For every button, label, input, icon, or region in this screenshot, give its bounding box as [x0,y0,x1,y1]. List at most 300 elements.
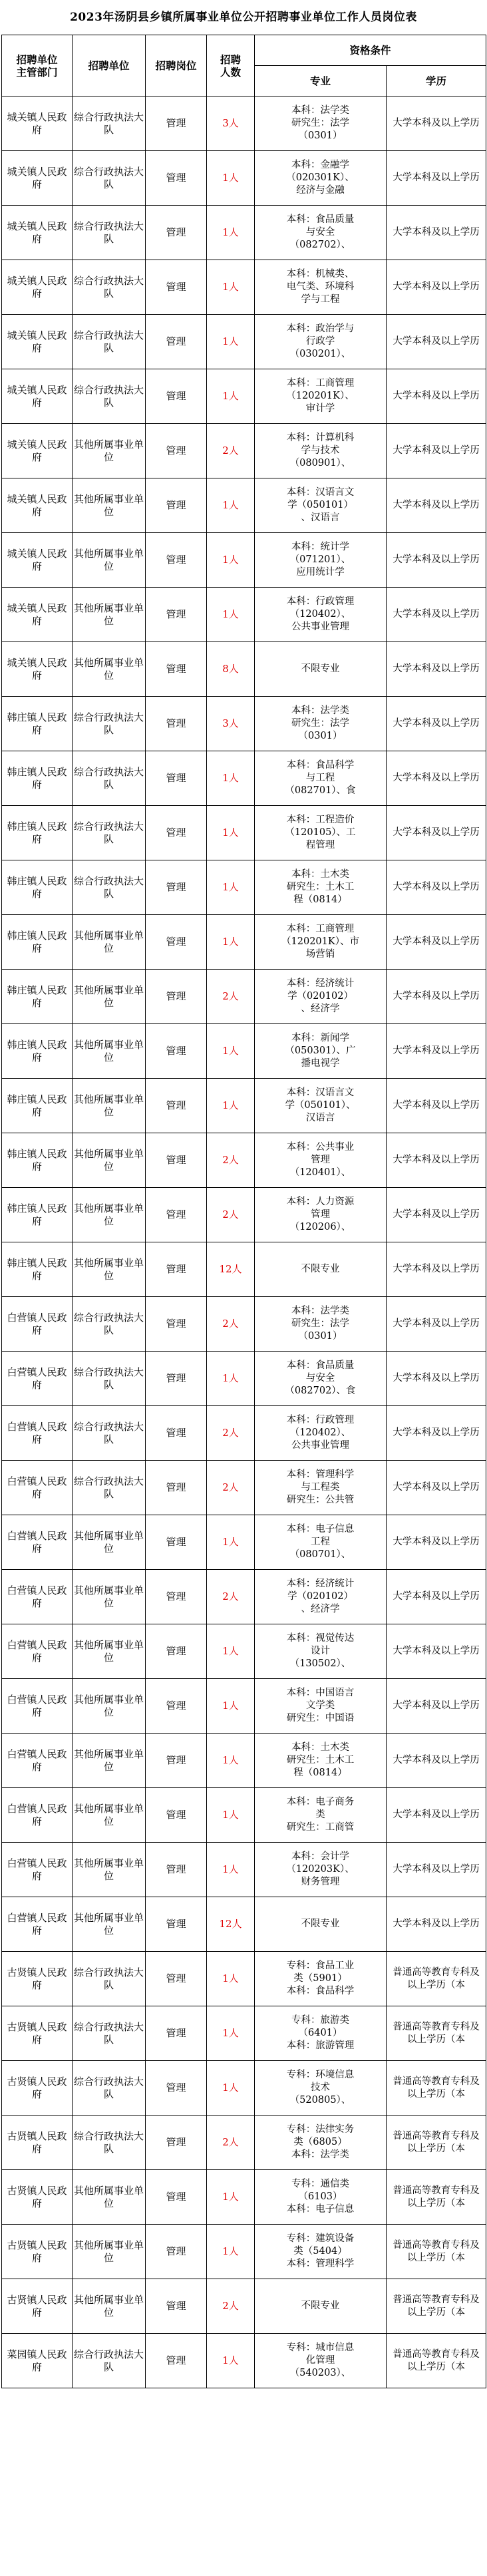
edu-cell: 大学本科及以上学历 [387,642,486,697]
count-cell: 12人 [207,1897,255,1952]
major-cell: 本科：会计学 （120203K）、 财务管理 [255,1843,387,1897]
header-unit: 招聘单位 [73,35,146,96]
post-cell: 管理 [146,915,207,970]
count-cell: 1人 [207,2334,255,2388]
dept-cell: 白营镇人民政府 [2,1352,73,1406]
count-cell: 2人 [207,1406,255,1461]
unit-cell: 其他所属事业单位 [73,1788,146,1843]
dept-cell: 古贤镇人民政府 [2,1952,73,2006]
major-cell: 本科：统计学 （071201）、 应用统计学 [255,533,387,588]
dept-cell: 城关镇人民政府 [2,260,73,315]
post-cell: 管理 [146,315,207,369]
count-cell: 3人 [207,697,255,751]
unit-cell: 综合行政执法大队 [73,1297,146,1352]
table-row [2,424,486,478]
edu-cell: 大学本科及以上学历 [387,1352,486,1406]
major-cell: 本科：人力资源 管理 （120206）、 [255,1188,387,1242]
table-row [2,2170,486,2225]
count-cell: 1人 [207,206,255,260]
post-cell: 管理 [146,1352,207,1406]
dept-cell: 韩庄镇人民政府 [2,751,73,806]
table-row [2,806,486,860]
post-cell: 管理 [146,1624,207,1679]
count-cell: 2人 [207,2279,255,2334]
major-cell: 本科：行政管理 （120402）、 公共事业管理 [255,1406,387,1461]
table-row [2,315,486,369]
unit-cell: 综合行政执法大队 [73,315,146,369]
dept-cell: 白营镇人民政府 [2,1734,73,1788]
edu-cell: 大学本科及以上学历 [387,151,486,206]
dept-cell: 韩庄镇人民政府 [2,697,73,751]
positions-table [1,35,486,2388]
header-row [2,35,486,66]
dept-cell: 韩庄镇人民政府 [2,1242,73,1297]
post-cell: 管理 [146,1897,207,1952]
unit-cell: 其他所属事业单位 [73,1024,146,1079]
major-cell: 本科：公共事业 管理 （120401）、 [255,1133,387,1188]
post-cell: 管理 [146,1679,207,1734]
table-row [2,1952,486,2006]
table-row [2,260,486,315]
dept-cell: 韩庄镇人民政府 [2,1024,73,1079]
table-row [2,970,486,1024]
count-cell: 1人 [207,860,255,915]
edu-cell: 大学本科及以上学历 [387,1788,486,1843]
major-cell: 本科：土木类 研究生：土木工 程（0814） [255,1734,387,1788]
dept-cell: 韩庄镇人民政府 [2,970,73,1024]
table-row [2,478,486,533]
post-cell: 管理 [146,1406,207,1461]
count-cell: 2人 [207,970,255,1024]
unit-cell: 其他所属事业单位 [73,2279,146,2334]
header-dept: 招聘单位 主管部门 [2,35,73,96]
dept-cell: 白营镇人民政府 [2,1843,73,1897]
dept-cell: 城关镇人民政府 [2,642,73,697]
count-cell: 12人 [207,1242,255,1297]
table-row [2,369,486,424]
dept-cell: 白营镇人民政府 [2,1679,73,1734]
post-cell: 管理 [146,2116,207,2170]
post-cell: 管理 [146,369,207,424]
table-row [2,2279,486,2334]
major-cell: 本科：法学类 研究生：法学 （0301） [255,96,387,151]
edu-cell: 大学本科及以上学历 [387,369,486,424]
count-cell: 2人 [207,1188,255,1242]
major-cell: 本科：电子信息 工程 （080701）、 [255,1515,387,1570]
table-row [2,1406,486,1461]
count-cell: 3人 [207,96,255,151]
header-count: 招聘 人数 [207,35,255,96]
major-cell: 不限专业 [255,1897,387,1952]
major-cell: 本科：中国语言 文学类 研究生：中国语 [255,1679,387,1734]
edu-cell: 大学本科及以上学历 [387,806,486,860]
major-cell: 不限专业 [255,2279,387,2334]
major-cell: 本科：法学类 研究生：法学 （0301） [255,697,387,751]
unit-cell: 综合行政执法大队 [73,369,146,424]
table-row [2,1133,486,1188]
dept-cell: 城关镇人民政府 [2,315,73,369]
unit-cell: 其他所属事业单位 [73,1133,146,1188]
edu-cell: 大学本科及以上学历 [387,1133,486,1188]
edu-cell: 大学本科及以上学历 [387,1297,486,1352]
edu-cell: 大学本科及以上学历 [387,96,486,151]
major-cell: 专科：城市信息 化管理 （540203）、 [255,2334,387,2388]
unit-cell: 其他所属事业单位 [73,1515,146,1570]
unit-cell: 其他所属事业单位 [73,915,146,970]
major-cell: 本科：工程造价 （120105）、工 程管理 [255,806,387,860]
edu-cell: 普通高等教育专科及以上学历（本 [387,2006,486,2061]
dept-cell: 城关镇人民政府 [2,478,73,533]
major-cell: 专科：环境信息 技术 （520805）、 [255,2061,387,2116]
dept-cell: 城关镇人民政府 [2,424,73,478]
count-cell: 2人 [207,2116,255,2170]
table-row [2,1297,486,1352]
table-row [2,1897,486,1952]
unit-cell: 综合行政执法大队 [73,96,146,151]
header-edu: 学历 [387,66,486,96]
major-cell: 专科：法律实务 类（6805） 本科：法学类 [255,2116,387,2170]
dept-cell: 白营镇人民政府 [2,1461,73,1515]
edu-cell: 大学本科及以上学历 [387,206,486,260]
count-cell: 1人 [207,1952,255,2006]
edu-cell: 普通高等教育专科及以上学历（本 [387,2170,486,2225]
edu-cell: 大学本科及以上学历 [387,260,486,315]
edu-cell: 大学本科及以上学历 [387,751,486,806]
count-cell: 1人 [207,2006,255,2061]
unit-cell: 其他所属事业单位 [73,970,146,1024]
table-row [2,588,486,642]
post-cell: 管理 [146,1570,207,1624]
unit-cell: 其他所属事业单位 [73,1242,146,1297]
dept-cell: 白营镇人民政府 [2,1788,73,1843]
edu-cell: 大学本科及以上学历 [387,1897,486,1952]
dept-cell: 城关镇人民政府 [2,533,73,588]
edu-cell: 大学本科及以上学历 [387,533,486,588]
count-cell: 1人 [207,806,255,860]
post-cell: 管理 [146,2170,207,2225]
table-row [2,533,486,588]
unit-cell: 其他所属事业单位 [73,533,146,588]
edu-cell: 大学本科及以上学历 [387,478,486,533]
post-cell: 管理 [146,1461,207,1515]
table-row [2,2061,486,2116]
major-cell: 本科：土木类 研究生：土木工 程（0814） [255,860,387,915]
major-cell: 专科：旅游类 （6401） 本科：旅游管理 [255,2006,387,2061]
unit-cell: 其他所属事业单位 [73,1188,146,1242]
count-cell: 1人 [207,1788,255,1843]
post-cell: 管理 [146,533,207,588]
table-row [2,1624,486,1679]
count-cell: 2人 [207,1570,255,1624]
table-row [2,1679,486,1734]
post-cell: 管理 [146,1515,207,1570]
table-row [2,1079,486,1133]
dept-cell: 城关镇人民政府 [2,588,73,642]
post-cell: 管理 [146,424,207,478]
major-cell: 本科：行政管理 （120402）、 公共事业管理 [255,588,387,642]
post-cell: 管理 [146,860,207,915]
count-cell: 1人 [207,1352,255,1406]
table-row [2,206,486,260]
post-cell: 管理 [146,206,207,260]
edu-cell: 大学本科及以上学历 [387,697,486,751]
major-cell: 本科：食品科学 与工程 （082701）、食 [255,751,387,806]
post-cell: 管理 [146,1188,207,1242]
count-cell: 1人 [207,1515,255,1570]
count-cell: 2人 [207,1297,255,1352]
major-cell: 不限专业 [255,642,387,697]
dept-cell: 白营镇人民政府 [2,1297,73,1352]
unit-cell: 其他所属事业单位 [73,1679,146,1734]
table-row [2,1788,486,1843]
unit-cell: 综合行政执法大队 [73,751,146,806]
edu-cell: 大学本科及以上学历 [387,1624,486,1679]
major-cell: 本科：工商管理 （120201K）、 审计学 [255,369,387,424]
count-cell: 8人 [207,642,255,697]
major-cell: 本科：电子商务 类 研究生：工商管 [255,1788,387,1843]
edu-cell: 大学本科及以上学历 [387,588,486,642]
post-cell: 管理 [146,970,207,1024]
edu-cell: 大学本科及以上学历 [387,915,486,970]
post-cell: 管理 [146,1788,207,1843]
post-cell: 管理 [146,751,207,806]
table-row [2,2116,486,2170]
dept-cell: 韩庄镇人民政府 [2,1133,73,1188]
edu-cell: 大学本科及以上学历 [387,1734,486,1788]
table-row [2,1515,486,1570]
unit-cell: 其他所属事业单位 [73,1624,146,1679]
count-cell: 1人 [207,751,255,806]
unit-cell: 综合行政执法大队 [73,1406,146,1461]
unit-cell: 其他所属事业单位 [73,1897,146,1952]
edu-cell: 普通高等教育专科及以上学历（本 [387,2279,486,2334]
post-cell: 管理 [146,478,207,533]
count-cell: 2人 [207,1461,255,1515]
table-row [2,1461,486,1515]
edu-cell: 大学本科及以上学历 [387,1515,486,1570]
table-row [2,642,486,697]
dept-cell: 菜园镇人民政府 [2,2334,73,2388]
dept-cell: 古贤镇人民政府 [2,2170,73,2225]
table-row [2,751,486,806]
table-row [2,1188,486,1242]
count-cell: 2人 [207,424,255,478]
table-row [2,2006,486,2061]
major-cell: 本科：经济统计 学（020102） 、经济学 [255,970,387,1024]
dept-cell: 古贤镇人民政府 [2,2061,73,2116]
post-cell: 管理 [146,697,207,751]
dept-cell: 城关镇人民政府 [2,206,73,260]
unit-cell: 综合行政执法大队 [73,860,146,915]
dept-cell: 韩庄镇人民政府 [2,860,73,915]
header-qualifications: 资格条件 [255,35,486,66]
count-cell: 1人 [207,1734,255,1788]
dept-cell: 城关镇人民政府 [2,369,73,424]
edu-cell: 普通高等教育专科及以上学历（本 [387,2061,486,2116]
post-cell: 管理 [146,1079,207,1133]
table-row [2,1734,486,1788]
unit-cell: 综合行政执法大队 [73,2006,146,2061]
dept-cell: 古贤镇人民政府 [2,2279,73,2334]
post-cell: 管理 [146,1133,207,1188]
edu-cell: 大学本科及以上学历 [387,1079,486,1133]
post-cell: 管理 [146,2006,207,2061]
major-cell: 本科：汉语言文 学（050101）、 汉语言 [255,1079,387,1133]
unit-cell: 其他所属事业单位 [73,1734,146,1788]
edu-cell: 普通高等教育专科及以上学历（本 [387,1952,486,2006]
unit-cell: 综合行政执法大队 [73,1352,146,1406]
edu-cell: 大学本科及以上学历 [387,315,486,369]
count-cell: 1人 [207,2225,255,2279]
dept-cell: 城关镇人民政府 [2,96,73,151]
count-cell: 1人 [207,1024,255,1079]
table-row [2,151,486,206]
post-cell: 管理 [146,2279,207,2334]
count-cell: 1人 [207,315,255,369]
edu-cell: 大学本科及以上学历 [387,1570,486,1624]
unit-cell: 其他所属事业单位 [73,1843,146,1897]
major-cell: 本科：经济统计 学（020102） 、经济学 [255,1570,387,1624]
major-cell: 本科：机械类、 电气类、环境科 学与工程 [255,260,387,315]
edu-cell: 普通高等教育专科及以上学历（本 [387,2116,486,2170]
unit-cell: 综合行政执法大队 [73,206,146,260]
count-cell: 2人 [207,1133,255,1188]
edu-cell: 大学本科及以上学历 [387,1406,486,1461]
edu-cell: 普通高等教育专科及以上学历（本 [387,2334,486,2388]
unit-cell: 综合行政执法大队 [73,260,146,315]
post-cell: 管理 [146,1024,207,1079]
dept-cell: 古贤镇人民政府 [2,2225,73,2279]
dept-cell: 古贤镇人民政府 [2,2116,73,2170]
table-row [2,697,486,751]
count-cell: 1人 [207,260,255,315]
unit-cell: 综合行政执法大队 [73,806,146,860]
edu-cell: 大学本科及以上学历 [387,970,486,1024]
post-cell: 管理 [146,806,207,860]
unit-cell: 综合行政执法大队 [73,1461,146,1515]
edu-cell: 大学本科及以上学历 [387,1188,486,1242]
page-title: 2023年汤阴县乡镇所属事业单位公开招聘事业单位工作人员岗位表 [70,11,417,24]
table-body [2,96,486,2388]
major-cell: 本科：计算机科 学与技术 （080901）、 [255,424,387,478]
dept-cell: 白营镇人民政府 [2,1570,73,1624]
table-row [2,1242,486,1297]
major-cell: 专科：食品工业 类（5901） 本科：食品科学 [255,1952,387,2006]
table-row [2,1843,486,1897]
post-cell: 管理 [146,260,207,315]
dept-cell: 白营镇人民政府 [2,1897,73,1952]
count-cell: 1人 [207,1679,255,1734]
unit-cell: 其他所属事业单位 [73,2225,146,2279]
post-cell: 管理 [146,1242,207,1297]
post-cell: 管理 [146,1734,207,1788]
edu-cell: 大学本科及以上学历 [387,1679,486,1734]
count-cell: 1人 [207,151,255,206]
unit-cell: 综合行政执法大队 [73,697,146,751]
major-cell: 本科：汉语言文 学（050101） 、汉语言 [255,478,387,533]
major-cell: 本科：食品质量 与安全 （082702）、 [255,206,387,260]
post-cell: 管理 [146,642,207,697]
post-cell: 管理 [146,588,207,642]
unit-cell: 综合行政执法大队 [73,2061,146,2116]
dept-cell: 城关镇人民政府 [2,151,73,206]
count-cell: 1人 [207,533,255,588]
table-row [2,915,486,970]
post-cell: 管理 [146,1843,207,1897]
count-cell: 1人 [207,1079,255,1133]
unit-cell: 综合行政执法大队 [73,2116,146,2170]
unit-cell: 综合行政执法大队 [73,1952,146,2006]
header-major: 专业 [255,66,387,96]
dept-cell: 韩庄镇人民政府 [2,915,73,970]
major-cell: 本科：新闻学 （050301）、广 播电视学 [255,1024,387,1079]
major-cell: 专科：通信类 （6103） 本科：电子信息 [255,2170,387,2225]
edu-cell: 大学本科及以上学历 [387,424,486,478]
post-cell: 管理 [146,2334,207,2388]
table-row [2,1024,486,1079]
unit-cell: 综合行政执法大队 [73,2334,146,2388]
edu-cell: 大学本科及以上学历 [387,1461,486,1515]
post-cell: 管理 [146,96,207,151]
post-cell: 管理 [146,1952,207,2006]
edu-cell: 大学本科及以上学历 [387,1843,486,1897]
count-cell: 1人 [207,915,255,970]
edu-cell: 大学本科及以上学历 [387,860,486,915]
major-cell: 本科：管理科学 与工程类 研究生：公共管 [255,1461,387,1515]
unit-cell: 其他所属事业单位 [73,1570,146,1624]
table-row [2,860,486,915]
table-row [2,96,486,151]
count-cell: 1人 [207,369,255,424]
unit-cell: 其他所属事业单位 [73,642,146,697]
count-cell: 1人 [207,1624,255,1679]
unit-cell: 其他所属事业单位 [73,424,146,478]
major-cell: 本科：法学类 研究生：法学 （0301） [255,1297,387,1352]
count-cell: 1人 [207,1843,255,1897]
count-cell: 1人 [207,588,255,642]
dept-cell: 古贤镇人民政府 [2,2006,73,2061]
header-post: 招聘岗位 [146,35,207,96]
dept-cell: 白营镇人民政府 [2,1624,73,1679]
edu-cell: 普通高等教育专科及以上学历（本 [387,2225,486,2279]
major-cell: 本科：政治学与 行政学 （030201）、 [255,315,387,369]
post-cell: 管理 [146,1297,207,1352]
dept-cell: 白营镇人民政府 [2,1406,73,1461]
dept-cell: 韩庄镇人民政府 [2,1079,73,1133]
table-row [2,2334,486,2388]
unit-cell: 其他所属事业单位 [73,588,146,642]
count-cell: 1人 [207,2061,255,2116]
unit-cell: 综合行政执法大队 [73,151,146,206]
major-cell: 专科：建筑设备 类（5404） 本科：管理科学 [255,2225,387,2279]
dept-cell: 韩庄镇人民政府 [2,806,73,860]
edu-cell: 大学本科及以上学历 [387,1242,486,1297]
unit-cell: 其他所属事业单位 [73,478,146,533]
dept-cell: 白营镇人民政府 [2,1515,73,1570]
count-cell: 1人 [207,2170,255,2225]
edu-cell: 大学本科及以上学历 [387,1024,486,1079]
table-row [2,1570,486,1624]
count-cell: 1人 [207,478,255,533]
dept-cell: 韩庄镇人民政府 [2,1188,73,1242]
post-cell: 管理 [146,2061,207,2116]
table-row [2,2225,486,2279]
unit-cell: 其他所属事业单位 [73,1079,146,1133]
major-cell: 本科：工商管理 （120201K）、市 场营销 [255,915,387,970]
post-cell: 管理 [146,2225,207,2279]
major-cell: 本科：金融学 （020301K）、 经济与金融 [255,151,387,206]
table-row [2,1352,486,1406]
